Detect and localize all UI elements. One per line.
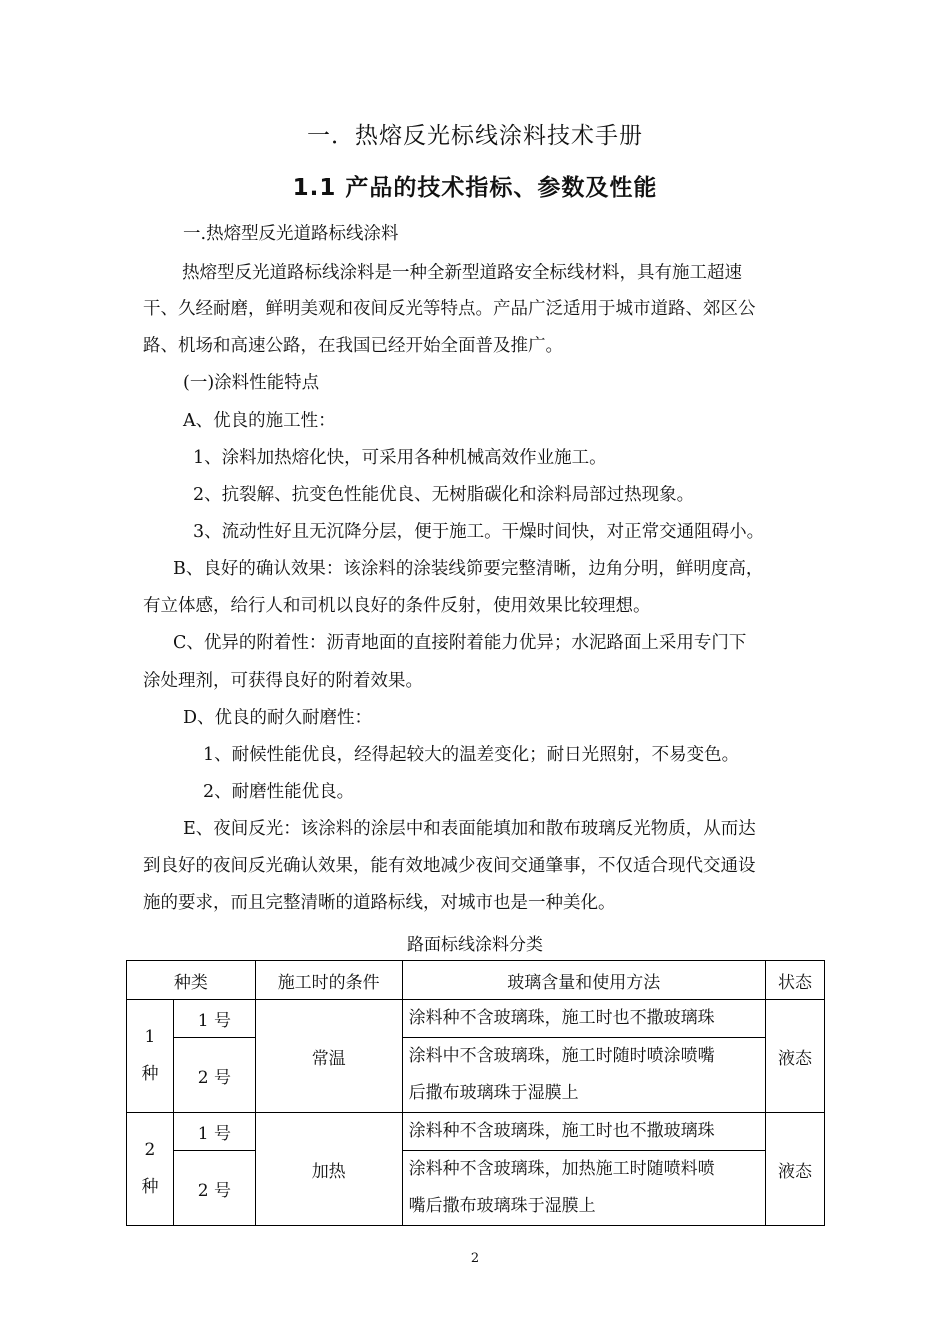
paragraph-line: 一.热熔型反光道路标线涂料 — [183, 224, 399, 244]
state-cell: 液态 — [766, 1000, 825, 1113]
subtype-cell: 1 号 — [173, 1000, 255, 1038]
method-cell — [402, 1038, 765, 1113]
kind-unit: 种 — [141, 1177, 159, 1197]
paragraph-line: 到良好的夜间反光确认效果，能有效地减少夜间交通肇事，不仅适合现代交通设 — [143, 856, 756, 876]
method-text: 涂料种不含玻璃珠，施工时也不撒玻璃珠 — [408, 1121, 715, 1141]
table-caption: 路面标线涂料分类 — [407, 935, 543, 955]
paragraph-line: 有立体感，给行人和司机以良好的条件反射，使用效果比较理想。 — [143, 596, 651, 616]
method-text: 后撒布玻璃珠于湿膜上 — [408, 1083, 579, 1103]
paragraph-line: D、优良的耐久耐磨性： — [183, 708, 373, 728]
paragraph-line: 涂处理剂，可获得良好的附着效果。 — [143, 671, 423, 691]
paragraph-line: 干、久经耐磨，鲜明美观和夜间反光等特点。产品广泛适用于城市道路、郊区公 — [143, 299, 756, 319]
method-text: 涂料中不含玻璃珠，施工时随时喷涂喷嘴 — [408, 1046, 715, 1066]
paragraph-line: 3、流动性好且无沉降分层，便于施工。干燥时间快，对正常交通阻碍小。 — [193, 522, 765, 542]
kind-number: 1 — [144, 1027, 156, 1047]
method-text: 嘴后撒布玻璃珠于湿膜上 — [408, 1196, 596, 1216]
page-title: 一．热熔反光标线涂料技术手册 — [307, 123, 643, 149]
paragraph-line: 2、抗裂解、抗变色性能优良、无树脂碳化和涂料局部过热现象。 — [193, 485, 695, 505]
method-cell — [402, 1000, 765, 1038]
kind-unit: 种 — [141, 1064, 159, 1084]
paragraph-line: 2、耐磨性能优良。 — [203, 782, 355, 802]
header-method: 玻璃含量和使用方法 — [402, 961, 765, 1000]
paragraph-line: (一)涂料性能特点 — [183, 373, 320, 393]
paragraph-line: 1、耐候性能优良，经得起较大的温差变化；耐日光照射，不易变色。 — [203, 745, 740, 765]
method-text: 涂料种不含玻璃珠，施工时也不撒玻璃珠 — [408, 1008, 715, 1028]
paragraph-line: A、优良的施工性： — [183, 411, 336, 431]
method-cell — [402, 1113, 765, 1151]
header-kind: 种类 — [127, 961, 256, 1000]
paragraph-line: 施的要求，而且完整清晰的道路标线，对城市也是一种美化。 — [143, 893, 616, 913]
section-heading: 1.1 产品的技术指标、参数及性能 — [292, 175, 658, 201]
paragraph-line: 路、机场和高速公路，在我国已经开始全面普及推广。 — [143, 336, 563, 356]
condition-cell: 常温 — [255, 1000, 402, 1113]
paragraph-line: E、夜间反光：该涂料的涂层中和表面能填加和散布玻璃反光物质，从而达 — [183, 819, 756, 839]
table-row — [127, 1113, 825, 1151]
state-cell: 液态 — [766, 1113, 825, 1226]
paragraph-line: C、优异的附着性：沥青地面的直接附着能力优异；水泥路面上采用专门下 — [173, 633, 747, 653]
condition-cell: 加热 — [255, 1113, 402, 1226]
kind-cell — [127, 1113, 174, 1226]
page-number: 2 — [470, 1251, 480, 1266]
kind-cell — [127, 1000, 174, 1113]
table-row — [127, 1038, 825, 1113]
paragraph-line: 热熔型反光道路标线涂料是一种全新型道路安全标线材料，具有施工超速 — [182, 263, 742, 283]
header-condition: 施工时的条件 — [255, 961, 402, 1000]
method-cell — [402, 1151, 765, 1226]
table-row — [127, 1000, 825, 1038]
paragraph-line: 1、涂料加热熔化快，可采用各种机械高效作业施工。 — [193, 448, 607, 468]
kind-number: 2 — [144, 1140, 156, 1160]
table-header-row — [127, 961, 825, 1000]
method-text: 涂料种不含玻璃珠，加热施工时随喷料喷 — [408, 1159, 715, 1179]
subtype-cell: 2 号 — [173, 1151, 255, 1226]
table-row — [127, 1151, 825, 1226]
subtype-cell: 1 号 — [173, 1113, 255, 1151]
paragraph-line: B、良好的确认效果：该涂料的涂装线笷要完整清晰，边角分明，鲜明度高， — [173, 559, 764, 579]
classification-table — [126, 960, 825, 1226]
header-state: 状态 — [766, 961, 825, 1000]
subtype-cell: 2 号 — [173, 1038, 255, 1113]
